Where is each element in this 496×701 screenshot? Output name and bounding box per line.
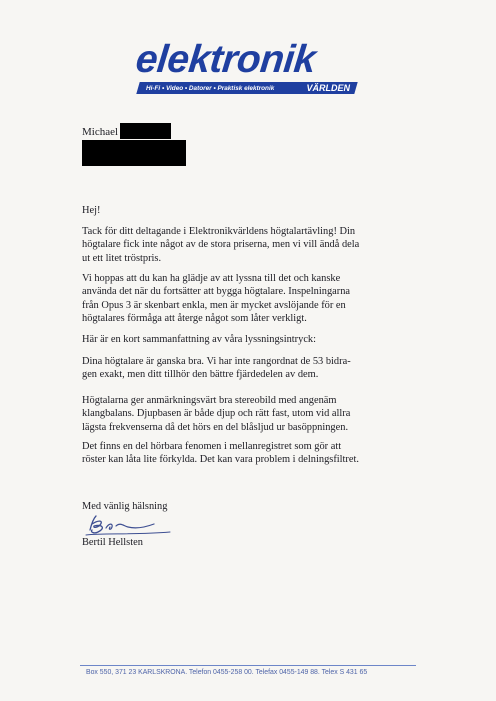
text-line: Högtalarna ger anmärkningsvärt bra stereobild med angenäm <box>82 395 337 406</box>
text-line: klangbalans. Djupbasen är både djup och rätt fast, utom vid allra <box>82 408 351 420</box>
signer-name: Bertil Hellsten <box>82 537 143 548</box>
text-line: Hej! <box>82 205 101 216</box>
text-line: gen exakt, men ditt tillhör den bättre fjärdedelen av dem. <box>82 369 319 381</box>
text-line: högtalares förmåga att återge något som låter verkligt. <box>82 312 307 324</box>
paragraph-3 <box>82 333 412 346</box>
paragraph-2 <box>82 272 412 325</box>
recipient-name: Michael <box>82 126 119 138</box>
paragraph-1 <box>82 225 412 265</box>
elektronik-varlden-logo <box>133 38 358 96</box>
text-line: Det finns en del hörbara fenomen i mellanregistret som gör att <box>82 441 342 452</box>
text-line: högtalare fick inte något av de stora priserna, men vi vill ändå dela <box>82 239 360 251</box>
footer-address: Box 550, 371 23 KARLSKRONA. Telefon 0455-258 00. Telefax 0455-149 88. Telex S 431 65 <box>86 669 368 676</box>
text-line: Här är en kort sammanfattning av våra lyssningsintryck: <box>82 334 317 345</box>
text-line: Vi hoppas att du kan ha glädje av att lyssna till det och kanske <box>82 273 341 284</box>
text-line: använda det när du fortsätter att bygga högtalare. Inspelningarna <box>82 286 351 298</box>
text-line: Tack för ditt deltagande i Elektronikvärldens högtalartävling! Din <box>82 226 356 237</box>
paragraph-5 <box>82 394 412 434</box>
paragraph-6 <box>82 440 412 467</box>
handwritten-signature <box>84 510 174 538</box>
paragraph-4 <box>82 355 412 382</box>
text-line: från Opus 3 är skenbart enkla, men är mycket avslöjande för en <box>82 299 346 311</box>
text-line: Med vänlig hälsning <box>82 501 168 512</box>
text-line: lägsta frekvenserna då det hörs en del blåsljud ur basöppningen. <box>82 421 349 433</box>
footer-divider <box>80 665 416 666</box>
logo-subtitle: VÄRLDEN <box>306 83 350 93</box>
redaction-block <box>82 140 186 166</box>
letter-greeting <box>82 204 412 217</box>
logo-tagline: Hi-Fi • Video • Datorer • Praktisk elektronik <box>146 84 275 92</box>
text-line: Dina högtalare är ganska bra. Vi har inte rangordnat de 53 bidra- <box>82 356 351 367</box>
logo-wordmark: elektronik <box>133 38 318 81</box>
text-line: ut ett litet tröstpris. <box>82 252 162 264</box>
text-line: röster kan låta lite förkylda. Det kan vara problem i delningsfiltret. <box>82 454 359 466</box>
redaction-bar <box>120 123 171 139</box>
